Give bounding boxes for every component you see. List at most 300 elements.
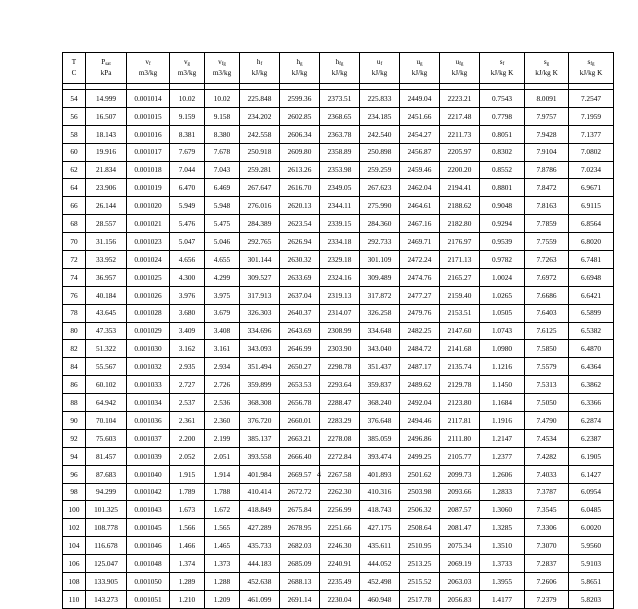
table-cell: 2217.48 — [440, 107, 480, 125]
column-header — [480, 53, 525, 84]
table-cell: 1.2606 — [480, 465, 525, 483]
table-cell: 2093.66 — [440, 483, 480, 501]
table-cell: 2308.99 — [320, 322, 360, 340]
table-cell: 102 — [63, 519, 86, 537]
table-cell: 8.381 — [170, 125, 205, 143]
table-cell: 2.361 — [170, 412, 205, 430]
column-symbol-subscript: f — [260, 62, 263, 67]
table-header — [63, 53, 614, 84]
table-cell: 0.001024 — [127, 251, 170, 269]
table-cell: 2105.77 — [440, 447, 480, 465]
table-cell: 31.156 — [86, 233, 127, 251]
table-cell: 301.144 — [240, 251, 280, 269]
table-cell: 33.952 — [86, 251, 127, 269]
saturated-steam-table — [62, 52, 614, 609]
table-cell: 6.5382 — [569, 322, 614, 340]
table-cell: 2339.15 — [320, 215, 360, 233]
column-unit: m3/kg — [138, 69, 158, 77]
table-cell: 2.934 — [205, 358, 240, 376]
table-cell: 2489.62 — [400, 376, 440, 394]
table-cell: 110 — [63, 590, 86, 608]
table-cell: 0.001043 — [127, 501, 170, 519]
table-cell: 309.527 — [240, 268, 280, 286]
column-symbol-subscript: g — [187, 62, 191, 67]
table-cell: 376.720 — [240, 412, 280, 430]
table-cell: 1.4177 — [480, 590, 525, 608]
table-cell: 10.02 — [170, 90, 205, 108]
table-row — [63, 573, 614, 591]
table-cell: 2240.91 — [320, 555, 360, 573]
table-cell: 2602.85 — [280, 107, 320, 125]
table-cell: 2056.83 — [440, 590, 480, 608]
table-cell: 2616.70 — [280, 179, 320, 197]
column-symbol-text: v — [145, 58, 149, 66]
table-cell: 2099.73 — [440, 465, 480, 483]
column-symbol — [400, 57, 439, 68]
table-cell: 18.143 — [86, 125, 127, 143]
table-cell: 2630.32 — [280, 251, 320, 269]
table-cell: 116.678 — [86, 537, 127, 555]
table-cell: 7.7859 — [525, 215, 569, 233]
table-cell: 1.914 — [205, 465, 240, 483]
table-cell: 2147.60 — [440, 322, 480, 340]
table-cell: 7.0802 — [569, 143, 614, 161]
table-cell: 234.202 — [240, 107, 280, 125]
table-cell: 3.409 — [170, 322, 205, 340]
column-symbol — [205, 57, 239, 68]
table-cell: 2650.27 — [280, 358, 320, 376]
table-cell: 133.905 — [86, 573, 127, 591]
table-cell: 2510.95 — [400, 537, 440, 555]
table-cell: 2675.84 — [280, 501, 320, 519]
column-symbol-subscript: fg — [459, 62, 464, 67]
table-cell: 43.645 — [86, 304, 127, 322]
table-cell: 2194.41 — [440, 179, 480, 197]
table-cell: 7.9428 — [525, 125, 569, 143]
column-symbol-text: u — [376, 58, 381, 66]
table-cell: 6.1905 — [569, 447, 614, 465]
table-cell: 2246.30 — [320, 537, 360, 555]
table-cell: 94 — [63, 447, 86, 465]
table-cell: 1.789 — [170, 483, 205, 501]
table-cell: 0.001023 — [127, 233, 170, 251]
table-cell: 96 — [63, 465, 86, 483]
table-cell: 7.6972 — [525, 268, 569, 286]
table-cell: 2251.66 — [320, 519, 360, 537]
table-cell: 23.906 — [86, 179, 127, 197]
column-symbol-subscript: g — [300, 62, 303, 67]
column-symbol — [63, 57, 85, 68]
table-cell: 1.915 — [170, 465, 205, 483]
table-cell: 2623.54 — [280, 215, 320, 233]
column-header — [240, 53, 280, 84]
table-cell: 1.673 — [170, 501, 205, 519]
column-symbol — [240, 57, 279, 68]
table-cell: 2272.84 — [320, 447, 360, 465]
column-unit: kJ/kg K — [535, 69, 558, 77]
table-cell: 2111.80 — [440, 429, 480, 447]
table-cell: 410.414 — [240, 483, 280, 501]
table-cell: 60.102 — [86, 376, 127, 394]
table-row — [63, 429, 614, 447]
table-cell: 410.316 — [360, 483, 400, 501]
column-symbol-subscript: fg — [339, 62, 344, 67]
table-cell: 2081.47 — [440, 519, 480, 537]
table-cell: 2472.24 — [400, 251, 440, 269]
table-cell: 376.648 — [360, 412, 400, 430]
table-cell: 7.2379 — [525, 590, 569, 608]
table-row — [63, 519, 614, 537]
table-cell: 385.059 — [360, 429, 400, 447]
table-cell: 0.9539 — [480, 233, 525, 251]
column-symbol-text: T — [71, 58, 77, 66]
table-cell: 1.788 — [205, 483, 240, 501]
table-cell: 326.258 — [360, 304, 400, 322]
table-cell: 56 — [63, 107, 86, 125]
table-cell: 267.623 — [360, 179, 400, 197]
table-cell: 0.001030 — [127, 340, 170, 358]
table-cell: 19.916 — [86, 143, 127, 161]
table-cell: 0.9782 — [480, 251, 525, 269]
table-cell: 58 — [63, 125, 86, 143]
table-cell: 0.001032 — [127, 358, 170, 376]
table-cell: 5.949 — [170, 197, 205, 215]
table-cell: 0.9294 — [480, 215, 525, 233]
table-cell: 6.0485 — [569, 501, 614, 519]
table-row — [63, 304, 614, 322]
table-cell: 225.848 — [240, 90, 280, 108]
table-cell: 2.727 — [170, 376, 205, 394]
table-cell: 2469.71 — [400, 233, 440, 251]
table-cell: 7.4282 — [525, 447, 569, 465]
table-row — [63, 286, 614, 304]
table-cell: 2205.97 — [440, 143, 480, 161]
table-cell: 2141.68 — [440, 340, 480, 358]
table-cell: 317.913 — [240, 286, 280, 304]
table-cell: 2303.90 — [320, 340, 360, 358]
table-body — [63, 84, 614, 609]
table-cell: 16.507 — [86, 107, 127, 125]
table-cell: 2517.78 — [400, 590, 440, 608]
column-symbol-text: s — [543, 58, 547, 66]
table-cell: 2499.25 — [400, 447, 440, 465]
table-cell: 7.8163 — [525, 197, 569, 215]
table-cell: 359.899 — [240, 376, 280, 394]
table-cell: 0.001042 — [127, 483, 170, 501]
table-cell: 2283.29 — [320, 412, 360, 430]
table-cell: 427.175 — [360, 519, 400, 537]
table-cell: 1.2377 — [480, 447, 525, 465]
table-row — [63, 358, 614, 376]
table-cell: 92 — [63, 429, 86, 447]
table-cell: 84 — [63, 358, 86, 376]
table-cell: 2223.21 — [440, 90, 480, 108]
table-cell: 6.8020 — [569, 233, 614, 251]
table-cell: 242.540 — [360, 125, 400, 143]
table-row — [63, 447, 614, 465]
column-symbol-subscript: fg — [221, 62, 226, 67]
table-cell: 1.1216 — [480, 358, 525, 376]
table-cell: 2373.51 — [320, 90, 360, 108]
table-cell: 309.489 — [360, 268, 400, 286]
table-cell: 452.498 — [360, 573, 400, 591]
table-cell: 104 — [63, 537, 86, 555]
table-cell: 6.6421 — [569, 286, 614, 304]
table-cell: 1.289 — [170, 573, 205, 591]
column-unit: kJ/kg — [331, 69, 348, 77]
table-cell: 2620.13 — [280, 197, 320, 215]
table-cell: 0.8302 — [480, 143, 525, 161]
table-cell: 2613.26 — [280, 161, 320, 179]
table-cell: 2449.04 — [400, 90, 440, 108]
table-cell: 28.557 — [86, 215, 127, 233]
table-cell: 0.001025 — [127, 268, 170, 286]
table-cell: 7.7559 — [525, 233, 569, 251]
table-cell: 2.726 — [205, 376, 240, 394]
table-cell: 7.3070 — [525, 537, 569, 555]
table-cell: 2672.72 — [280, 483, 320, 501]
table-row — [63, 590, 614, 608]
table-cell: 0.001037 — [127, 429, 170, 447]
table-row — [63, 537, 614, 555]
table-cell: 6.2387 — [569, 429, 614, 447]
table-cell: 0.001039 — [127, 447, 170, 465]
table-cell: 334.648 — [360, 322, 400, 340]
table-cell: 2482.25 — [400, 322, 440, 340]
column-symbol-text: v — [183, 58, 188, 66]
column-symbol-text: h — [335, 58, 340, 66]
table-cell: 2496.86 — [400, 429, 440, 447]
table-cell: 2278.08 — [320, 429, 360, 447]
table-cell: 452.638 — [240, 573, 280, 591]
table-cell: 0.001019 — [127, 179, 170, 197]
table-cell: 1.0265 — [480, 286, 525, 304]
table-cell: 2487.17 — [400, 358, 440, 376]
table-cell: 2691.14 — [280, 590, 320, 608]
table-cell: 2501.62 — [400, 465, 440, 483]
table-row — [63, 197, 614, 215]
table-cell: 94.299 — [86, 483, 127, 501]
table-cell: 401.984 — [240, 465, 280, 483]
table-cell: 7.1377 — [569, 125, 614, 143]
table-cell: 1.0980 — [480, 340, 525, 358]
table-cell: 368.308 — [240, 394, 280, 412]
table-cell: 1.0505 — [480, 304, 525, 322]
table-cell: 2599.36 — [280, 90, 320, 108]
table-cell: 2454.27 — [400, 125, 440, 143]
table-cell: 2288.47 — [320, 394, 360, 412]
table-cell: 2464.61 — [400, 197, 440, 215]
column-symbol — [86, 57, 126, 68]
table-cell: 7.4534 — [525, 429, 569, 447]
table-cell: 7.5579 — [525, 358, 569, 376]
column-symbol-text: v — [218, 58, 222, 66]
table-cell: 418.849 — [240, 501, 280, 519]
table-cell: 234.185 — [360, 107, 400, 125]
table-cell: 7.5050 — [525, 394, 569, 412]
table-cell: 343.040 — [360, 340, 400, 358]
table-cell: 6.9115 — [569, 197, 614, 215]
table-cell: 7.5850 — [525, 340, 569, 358]
table-row — [63, 107, 614, 125]
table-cell: 5.046 — [205, 233, 240, 251]
table-cell: 78 — [63, 304, 86, 322]
table-cell: 2.360 — [205, 412, 240, 430]
table-cell: 40.184 — [86, 286, 127, 304]
table-cell: 2640.37 — [280, 304, 320, 322]
table-row — [63, 394, 614, 412]
table-cell: 0.001029 — [127, 322, 170, 340]
table-cell: 2456.87 — [400, 143, 440, 161]
table-cell: 0.001050 — [127, 573, 170, 591]
column-symbol-subscript: g — [420, 62, 423, 67]
table-cell: 267.647 — [240, 179, 280, 197]
table-cell: 2329.18 — [320, 251, 360, 269]
column-symbol — [440, 57, 479, 68]
table-cell: 1.0024 — [480, 268, 525, 286]
table-cell: 7.2837 — [525, 555, 569, 573]
column-symbol-subscript: f — [380, 62, 383, 67]
table-cell: 2349.05 — [320, 179, 360, 197]
table-cell: 2353.98 — [320, 161, 360, 179]
table-cell: 6.7481 — [569, 251, 614, 269]
table-cell: 2688.13 — [280, 573, 320, 591]
table-row — [63, 251, 614, 269]
table-cell: 2188.62 — [440, 197, 480, 215]
table-cell: 80 — [63, 322, 86, 340]
table-cell: 1.566 — [170, 519, 205, 537]
table-cell: 2678.95 — [280, 519, 320, 537]
table-cell: 0.8801 — [480, 179, 525, 197]
table-row — [63, 483, 614, 501]
table-cell: 8.0091 — [525, 90, 569, 108]
column-header — [205, 53, 240, 84]
table-cell: 2656.78 — [280, 394, 320, 412]
table-cell: 259.259 — [360, 161, 400, 179]
table-cell: 1.2833 — [480, 483, 525, 501]
table-cell: 6.3862 — [569, 376, 614, 394]
column-symbol-text: s — [587, 58, 591, 66]
table-cell: 7.6403 — [525, 304, 569, 322]
table-cell: 6.4364 — [569, 358, 614, 376]
table-cell: 7.7263 — [525, 251, 569, 269]
table-cell: 0.001014 — [127, 90, 170, 108]
table-cell: 8.380 — [205, 125, 240, 143]
column-symbol-text: h — [256, 58, 261, 66]
table-cell: 90 — [63, 412, 86, 430]
table-cell: 7.8786 — [525, 161, 569, 179]
table-cell: 2459.46 — [400, 161, 440, 179]
table-cell: 0.7543 — [480, 90, 525, 108]
column-unit: kJ/kg — [411, 69, 428, 77]
table-cell: 7.4790 — [525, 412, 569, 430]
table-cell: 7.6125 — [525, 322, 569, 340]
table-cell: 2.536 — [205, 394, 240, 412]
table-cell: 51.322 — [86, 340, 127, 358]
table-cell: 5.9103 — [569, 555, 614, 573]
table-cell: 2267.58 — [320, 465, 360, 483]
table-cell: 62 — [63, 161, 86, 179]
column-symbol — [360, 57, 399, 68]
table-cell: 301.109 — [360, 251, 400, 269]
table-cell: 75.603 — [86, 429, 127, 447]
table-cell: 4.300 — [170, 268, 205, 286]
table-row — [63, 322, 614, 340]
table-cell: 6.1427 — [569, 465, 614, 483]
table-cell: 276.016 — [240, 197, 280, 215]
table-cell: 2298.78 — [320, 358, 360, 376]
column-unit: C — [71, 69, 77, 77]
table-cell: 143.273 — [86, 590, 127, 608]
table-cell: 87.683 — [86, 465, 127, 483]
table-cell: 2087.57 — [440, 501, 480, 519]
table-cell: 0.001028 — [127, 304, 170, 322]
column-header — [569, 53, 614, 84]
table-cell: 2653.53 — [280, 376, 320, 394]
table-cell: 36.957 — [86, 268, 127, 286]
table-cell: 5.8651 — [569, 573, 614, 591]
table-cell: 435.733 — [240, 537, 280, 555]
column-unit: m3/kg — [177, 69, 197, 77]
table-cell: 1.3955 — [480, 573, 525, 591]
table-cell: 435.611 — [360, 537, 400, 555]
table-cell: 2171.13 — [440, 251, 480, 269]
table-cell: 5.9560 — [569, 537, 614, 555]
table-cell: 1.465 — [205, 537, 240, 555]
column-header — [360, 53, 400, 84]
column-header — [170, 53, 205, 84]
table-cell: 54 — [63, 90, 86, 108]
table-cell: 7.9104 — [525, 143, 569, 161]
table-cell: 2117.81 — [440, 412, 480, 430]
table-cell: 6.6948 — [569, 268, 614, 286]
table-cell: 2477.27 — [400, 286, 440, 304]
table-cell: 0.001018 — [127, 161, 170, 179]
table-cell: 2513.25 — [400, 555, 440, 573]
table-cell: 1.210 — [170, 590, 205, 608]
table-row — [63, 179, 614, 197]
column-symbol-text: h — [296, 58, 301, 66]
table-cell: 100 — [63, 501, 86, 519]
table-row — [63, 125, 614, 143]
table-cell: 76 — [63, 286, 86, 304]
table-cell: 6.2874 — [569, 412, 614, 430]
table-cell: 2069.19 — [440, 555, 480, 573]
column-symbol-subscript: fg — [590, 62, 595, 67]
table-cell: 259.281 — [240, 161, 280, 179]
table-cell: 7.3545 — [525, 501, 569, 519]
table-cell: 9.159 — [170, 107, 205, 125]
table-cell: 2609.80 — [280, 143, 320, 161]
table-cell: 2606.34 — [280, 125, 320, 143]
table-cell: 2123.80 — [440, 394, 480, 412]
table-cell: 292.765 — [240, 233, 280, 251]
column-unit: kJ/kg K — [579, 69, 603, 77]
table-cell: 225.833 — [360, 90, 400, 108]
table-cell: 242.558 — [240, 125, 280, 143]
table-cell: 2669.57 — [280, 465, 320, 483]
table-cell: 418.743 — [360, 501, 400, 519]
table-cell: 2484.72 — [400, 340, 440, 358]
table-cell: 0.8051 — [480, 125, 525, 143]
table-cell: 1.209 — [205, 590, 240, 608]
table-cell: 1.466 — [170, 537, 205, 555]
table-cell: 0.001015 — [127, 107, 170, 125]
table-cell: 334.696 — [240, 322, 280, 340]
table-cell: 2293.64 — [320, 376, 360, 394]
table-cell: 2324.16 — [320, 268, 360, 286]
header-row — [63, 53, 614, 84]
